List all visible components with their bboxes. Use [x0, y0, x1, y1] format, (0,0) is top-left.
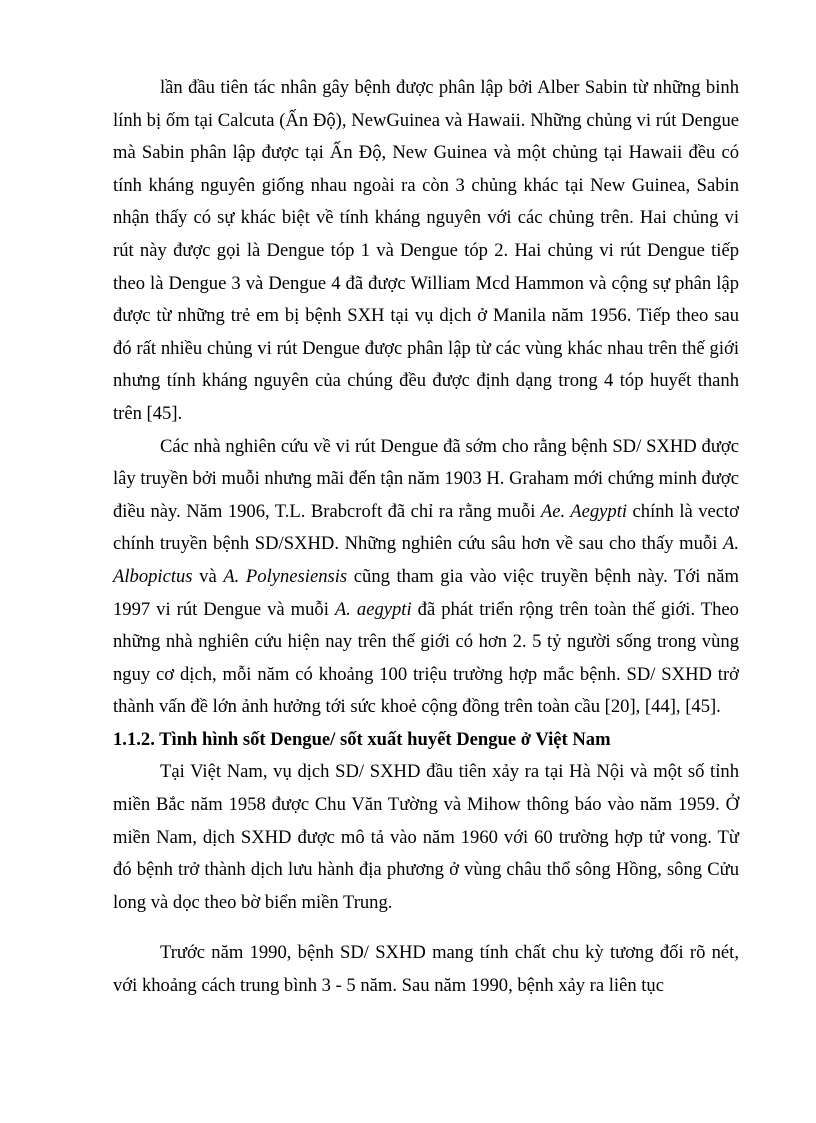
text-span: chính là vectơ chính truyền bệnh SD/SXHD. Những nghiên cứu sâu hơn về sau cho thấy muỗi	[113, 500, 739, 555]
section-heading: 1.1.2. Tình hình sốt Dengue/ sốt xuất huyết Dengue ở Việt Nam	[113, 728, 611, 750]
species-name: A. Polynesiensis	[223, 565, 348, 587]
text-span: và	[199, 565, 217, 587]
paragraph-mosquito-transmission	[113, 431, 739, 724]
text-span: Các nhà nghiên cứu về vi rút Dengue đã sớm cho rằng bệnh SD/ SXHD được lây truyền bởi muỗi nhưng mãi đến tận năm 1903 H. Graham mới chứng minh được điều này. Năm 1906, T.L. Brabcroft đã chỉ ra rằng muỗi	[113, 435, 739, 522]
species-name: A. Albopictus	[113, 533, 739, 587]
paragraph-before-1990: Trước năm 1990, bệnh SD/ SXHD mang tính chất chu kỳ tương đối rõ nét, với khoảng cách trung bình 3 - 5 năm. Sau năm 1990, bệnh xảy ra liên tục	[113, 942, 739, 997]
paragraph-spacer	[113, 919, 739, 937]
paragraph-sabin-isolation: lần đầu tiên tác nhân gây bệnh được phân lập bởi Alber Sabin từ những binh lính bị ốm tại Calcuta (Ấn Độ), NewGuinea và Hawaii. Những chủng vi rút Dengue mà Sabin phân lập được tại Ấn Độ, New Guinea và một chủng tại Hawaii đều có tính kháng nguyên giống nhau ngoài ra còn 3 chủng khác tại New Guinea, Sabin nhận thấy có sự khác biệt về tính kháng nguyên với các chủng trên. Hai chủng vi rút này được gọi là Dengue tóp 1 và Dengue tóp 2. Hai chủng vi rút Dengue tiếp theo là Dengue 3 và Dengue 4 đã được William Mcd Hammon và cộng sự phân lập được từ những trẻ em bị bệnh SXH tại vụ dịch ở Manila năm 1956. Tiếp theo sau đó rất nhiều chủng vi rút Dengue được phân lập từ các vùng khác nhau trên thế giới nhưng tính kháng nguyên của chúng đều được định dạng trong 4 tóp huyết thanh trên [45].	[113, 77, 739, 424]
species-name: Ae. Aegypti	[540, 500, 628, 522]
species-name: A. aegypti	[334, 598, 412, 620]
text-span: cũng tham gia vào việc truyền bệnh này. Tới năm 1997 vi rút Dengue và muỗi	[113, 565, 739, 620]
paragraph-vietnam-outbreak: Tại Việt Nam, vụ dịch SD/ SXHD đầu tiên xảy ra tại Hà Nội và một số tỉnh miền Bắc năm 1958 được Chu Văn Tường và Mihow thông báo vào năm 1959. Ở miền Nam, dịch SXHD được mô tả vào năm 1960 với 60 trường hợp tử vong. Từ đó bệnh trở thành dịch lưu hành địa phương ở vùng châu thổ sông Hồng, sông Cửu long và dọc theo bờ biển miền Trung.	[113, 761, 739, 913]
text-span: đã phát triển rộng trên toàn thế giới. Theo những nhà nghiên cứu hiện nay trên thế giới có hơn 2. 5 tỷ người sống trong vùng nguy cơ dịch, mỗi năm có khoảng 100 triệu trường hợp mắc bệnh. SD/ SXHD trở thành vấn đề lớn ảnh hưởng tới sức khoẻ cộng đồng trên toàn cầu [20], [44], [45].	[113, 598, 739, 718]
document-page	[113, 72, 739, 1003]
